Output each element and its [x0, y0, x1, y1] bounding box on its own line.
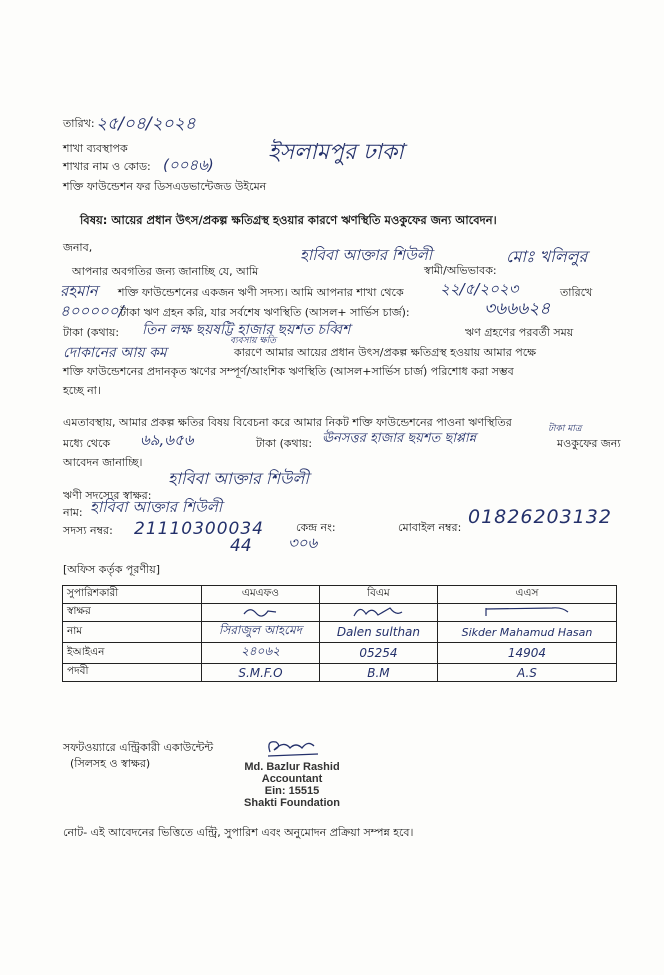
- balance-words-hw: তিন লক্ষ ছয়ষট্টি হাজার ছয়শত চব্বিশ: [142, 322, 351, 338]
- table-header-cell: সুপারিশকারী: [63, 586, 202, 604]
- table-row: [63, 664, 617, 682]
- address-line-2-label: শাখার নাম ও কোড:: [63, 160, 151, 173]
- loan-amount-hw: ৪০০০০০/: [60, 302, 124, 320]
- table-row: [63, 643, 617, 664]
- member-signature-hw: হাবিবা আক্তার শিউলী: [168, 469, 309, 488]
- member-name-hw: হাবিবা আক্তার শিউলী: [300, 246, 433, 264]
- address-line-1: শাখা ব্যবস্থাপক: [63, 142, 128, 155]
- body-p2-a: শক্তি ফাউন্ডেশনের একজন ঋণী সদস্য। আমি আপনার শাখা থেকে: [118, 286, 404, 299]
- row-label: ইআইএন: [63, 643, 202, 664]
- footer-note: নোট- এই আবেদনের ভিত্তিতে এন্ট্রি, সুপারিশ এবং অনুমোদন প্রক্রিয়া সম্পন্ন হবে।: [63, 826, 414, 839]
- member-no-hw: 21110300034: [134, 519, 264, 539]
- salutation: জনাব,: [63, 241, 93, 254]
- member-name-field-hw: হাবিবা আক্তার শিউলী: [90, 498, 223, 516]
- accountant-stamp: [222, 761, 362, 809]
- body-p7: হচ্ছে না।: [63, 384, 101, 397]
- center-hw: ৩০৬: [288, 534, 318, 552]
- husband-hw: মোঃ খলিলুর: [506, 247, 588, 266]
- body-p6: শক্তি ফাউন্ডেশনের প্রদানকৃত ঋণের সম্পূর্ণ/আংশিক ঋণস্থিতি (আসল+সার্ভিস চার্জ) পরিশোধ করা সম্ভব: [63, 365, 514, 378]
- table-row: [63, 604, 617, 622]
- branch-code: (০০৪৬): [163, 156, 214, 174]
- row-label: স্বাক্ষর: [63, 604, 202, 622]
- table-header-cell: এএস: [437, 586, 616, 604]
- member-no-label: সদস্য নম্বর:: [63, 524, 113, 537]
- accountant-line-1: সফটওয়্যারে এন্ট্রিকারী একাউন্টেন্ট: [63, 741, 214, 754]
- branch-name: ইসলামপুর ঢাকা: [268, 140, 404, 165]
- body-p2-b: তারিখে: [560, 286, 593, 299]
- table-row: [63, 622, 617, 643]
- member-sig-label: ঋণী সদস্যের স্বাক্ষর:: [63, 489, 152, 502]
- signature-cell: [437, 604, 616, 622]
- table-header-cell: বিএম: [319, 586, 437, 604]
- stamp-line: Shakti Foundation: [244, 797, 340, 809]
- body-p1-b: স্বামী/অভিভাবক:: [424, 264, 497, 277]
- table-cell: Sikder Mahamud Hasan: [437, 622, 616, 643]
- body-q2-a: মধ্যে থেকে: [63, 437, 111, 450]
- stamp-line: Md. Bazlur Rashid: [244, 761, 340, 773]
- table-cell: 05254: [319, 643, 437, 664]
- table-cell: সিরাজুল আহমেদ: [202, 622, 320, 643]
- body-q2-c: মওকুফের জন্য: [557, 437, 621, 450]
- table-cell: Dalen sulthan: [319, 622, 437, 643]
- subject-line: বিষয়: আয়ের প্রধান উৎস/প্রকল্প ক্ষতিগ্রস্থ হওয়ার কারণে ঋণস্থিতি মওকুফের জন্য আবেদন।: [80, 213, 497, 227]
- signature-scribble: [240, 604, 280, 618]
- waive-words-hw: ঊনসত্তর হাজার ছয়শত ছাপ্পান্ন: [322, 431, 477, 446]
- signature-cell: [319, 604, 437, 622]
- table-cell: ২৪০৬২: [202, 643, 320, 664]
- center-label: কেন্দ্র নং:: [296, 521, 336, 534]
- waive-amount-hw: ৬৯,৬৫৬: [140, 431, 194, 449]
- office-note: [অফিস কর্তৃক পূরণীয়]: [63, 563, 160, 576]
- address-line-3: শক্তি ফাউন্ডেশন ফর ডিসএডভান্টেজড উইমেন: [63, 180, 267, 193]
- stamp-line: Accountant: [261, 773, 323, 785]
- body-p5-a: কারণে আমার আয়ের প্রধান উৎস/প্রকল্প ক্ষতিগ্রস্থ হওয়ায় আমার পক্ষে: [234, 346, 537, 359]
- table-cell: B.M: [319, 664, 437, 682]
- member-no-hw-2: 44: [230, 536, 252, 556]
- body-q1: এমতাবস্থায়, আমার প্রকল্প ক্ষতির বিষয় বিবেচনা করে আমার নিকট শক্তি ফাউন্ডেশনের পাওনা ঋণস্থিতির: [63, 416, 512, 429]
- reason-hw: দোকানের আয় কম: [63, 345, 167, 361]
- date-label: তারিখ:: [63, 117, 95, 130]
- table-header-cell: এমএফও: [202, 586, 320, 604]
- signature-scribble: [348, 604, 408, 618]
- balance-hw: ৩৬৬৬২৪: [484, 299, 551, 319]
- table-header-row: [63, 586, 617, 604]
- accountant-signature: [262, 734, 322, 760]
- body-p4-b: ঋণ গ্রহণের পরবর্তী সময়: [465, 326, 574, 339]
- waive-words-hw-2: টাকা মাত্র: [548, 424, 582, 434]
- table-cell: S.M.F.O: [202, 664, 320, 682]
- body-p3-a: টাকা ঋণ গ্রহন করি, যার সর্বশেষ ঋণস্থিতি (আসল+ সার্ভিস চার্জ):: [120, 306, 410, 319]
- body-q2-b: টাকা (কথায়:: [256, 437, 313, 450]
- table-cell: A.S: [437, 664, 616, 682]
- reason-hw-2: ব্যবসায় ক্ষতি: [230, 336, 276, 346]
- body-p1-a: আপনার অবগতির জন্য জানাচ্ছি যে, আমি: [72, 265, 259, 278]
- row-label: পদবী: [63, 664, 202, 682]
- mobile-hw: 01826203132: [468, 506, 612, 528]
- signature-cell: [202, 604, 320, 622]
- row-label: নাম: [63, 622, 202, 643]
- mobile-label: মোবাইল নম্বর:: [398, 521, 462, 534]
- date-value: ২৫/০৪/২০২৪: [96, 114, 196, 134]
- member-name-label: নাম:: [63, 506, 83, 519]
- signature-scribble: [482, 604, 572, 618]
- table-cell: 14904: [437, 643, 616, 664]
- accountant-line-2: (সিলসহ ও স্বাক্ষর): [70, 757, 151, 770]
- loan-date-hw: ২২/৫/২০২৩: [440, 280, 519, 298]
- recommendation-table: [62, 585, 617, 682]
- stamp-line: Ein: 15515: [264, 785, 320, 797]
- body-p4-a: টাকা (কথায়:: [63, 326, 120, 339]
- husband-hw-2: রহমান: [60, 282, 98, 300]
- body-q3: আবেদন জানাচ্ছি।: [63, 456, 143, 469]
